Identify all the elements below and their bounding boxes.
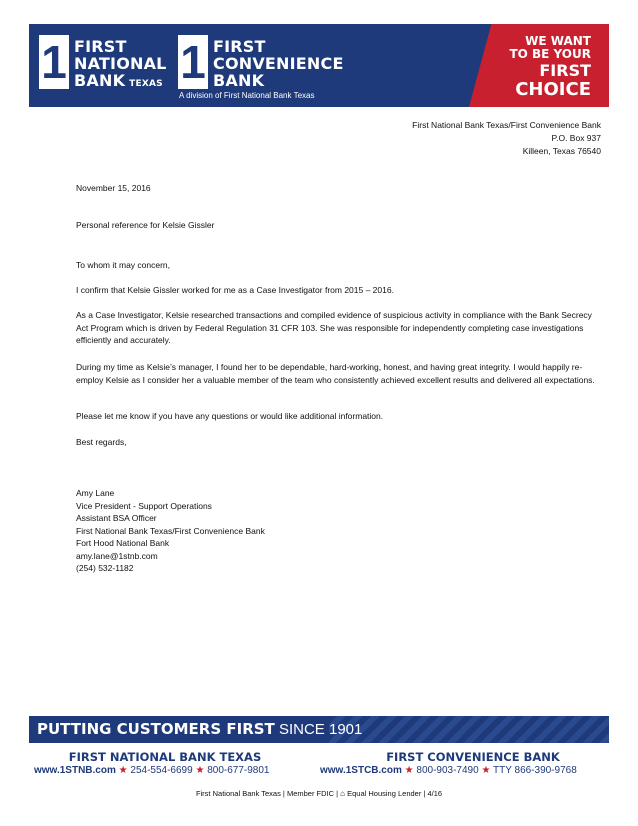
signature-block — [76, 487, 265, 575]
return-address-line3: Killeen, Texas 76540 — [522, 146, 601, 156]
signer-name: Amy Lane — [76, 488, 115, 498]
return-address-line1: First National Bank Texas/First Convenience Bank — [412, 120, 601, 130]
footer-legal-part2: Equal Housing Lender | 4/16 — [347, 789, 443, 798]
letter-paragraph-2: As a Case Investigator, Kelsie researched transactions and compiled evidence of suspicious activity in compliance with the Bank Secrecy Act Program which is driven by Federal Regulation 31 CFR 103. She was responsible for independently completing case investigations efficiently and accurately. — [76, 310, 592, 345]
footer-slogan-main: PUTTING CUSTOMERS FIRST — [37, 720, 275, 738]
fcb-logo-line2: CONVENIENCE — [213, 54, 344, 73]
footer-contact-right — [320, 765, 577, 776]
footer-bank-left: FIRST NATIONAL BANK TEXAS — [68, 750, 262, 764]
letter-subject: Personal reference for Kelsie Gissler — [76, 220, 215, 230]
signer-title-2: Assistant BSA Officer — [76, 513, 157, 523]
footer-legal-part1: First National Bank Texas | Member FDIC | — [195, 789, 339, 798]
footer-banner — [29, 716, 609, 743]
star-icon: ★ — [481, 765, 491, 776]
footer-tty-right: TTY 866-390-9768 — [493, 765, 577, 776]
letter-paragraph-3: During my time as Kelsie’s manager, I found her to be dependable, hard-working, honest, and having great integrity. I would happily re-employ Kelsie as I consider her a valuable member of the team who consistently achieved excellent results and delivered all expectations. — [76, 362, 595, 385]
return-address — [412, 119, 601, 158]
letter-closing: Best regards, — [76, 437, 127, 447]
fnb-logo-line3 — [74, 71, 163, 90]
signer-title-1: Vice President - Support Operations — [76, 500, 212, 511]
tagline-line1: WE WANT — [525, 34, 591, 48]
letter-date: November 15, 2016 — [76, 183, 151, 193]
fcb-logo-line3: BANK — [213, 71, 265, 90]
star-icon: ★ — [195, 765, 205, 776]
footer-bank-right: FIRST CONVENIENCE BANK — [386, 750, 560, 764]
signer-email: amy.lane@1stnb.com — [76, 550, 158, 561]
fnb-logo-line2: NATIONAL — [74, 54, 167, 73]
star-icon: ★ — [118, 765, 128, 776]
equal-housing-icon: ⌂ — [340, 789, 346, 798]
footer-website-right[interactable]: www.1STCB.com — [320, 765, 402, 776]
footer-contact-left — [34, 765, 270, 776]
tagline-line2: TO BE YOUR — [509, 47, 591, 61]
letter-salutation: To whom it may concern, — [76, 260, 171, 270]
return-address-line2: P.O. Box 937 — [551, 133, 601, 143]
signer-phone: (254) 532-1182 — [76, 563, 134, 573]
division-note: A division of First National Bank Texas — [179, 91, 315, 100]
fcb-logo-mark: 1 — [178, 35, 208, 89]
footer-phone-right-1: 800-903-7490 — [416, 765, 479, 776]
signer-branch: Fort Hood National Bank — [76, 538, 170, 548]
footer-stripe — [329, 716, 609, 743]
tagline-line4: CHOICE — [515, 79, 591, 100]
letter-paragraph-1: I confirm that Kelsie Gissler worked for me as a Case Investigator from 2015 – 2016. — [76, 285, 394, 295]
footer-phone-left-1: 254-554-6699 — [130, 765, 193, 776]
footer-phone-left-2: 800-677-9801 — [207, 765, 270, 776]
footer-legal — [0, 789, 638, 798]
footer-website-left[interactable]: www.1STNB.com — [34, 765, 116, 776]
tagline-line3: FIRST — [539, 61, 591, 80]
star-icon: ★ — [404, 765, 414, 776]
fnb-logo-mark: 1 — [39, 35, 69, 89]
fnb-logo-bank-word: BANK — [74, 71, 126, 90]
signer-organization: First National Bank Texas/First Convenience Bank — [76, 525, 265, 536]
fcb-logo-line1: FIRST — [213, 37, 266, 56]
letter-paragraph-4: Please let me know if you have any questions or would like additional information. — [76, 411, 384, 421]
fnb-logo-line1: FIRST — [74, 37, 127, 56]
fnb-logo-texas: TEXAS — [129, 79, 163, 89]
footer-slogan-since: SINCE 1901 — [278, 721, 363, 738]
letterhead-banner — [29, 24, 609, 107]
footer-slogan — [37, 720, 362, 738]
